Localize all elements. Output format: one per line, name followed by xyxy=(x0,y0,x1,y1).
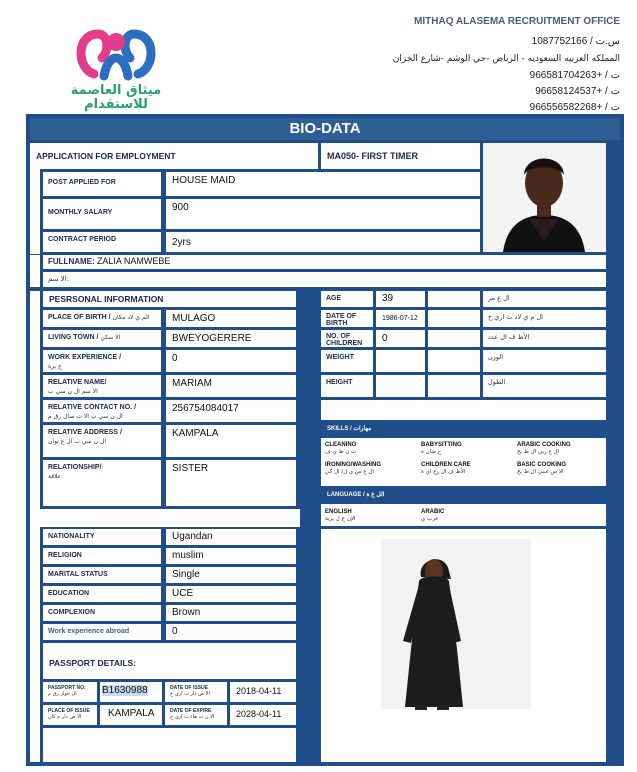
height-label: HEIGHT xyxy=(321,375,373,397)
salary-value: 900 xyxy=(166,199,480,229)
arabic-name-label: الا سم: xyxy=(48,275,70,283)
marital-status-value: Single xyxy=(166,567,296,583)
stats-spacer xyxy=(321,400,606,420)
children-ar-label: الأط ف ال عدد xyxy=(483,330,606,347)
relative-address-value: KAMPALA xyxy=(166,425,296,457)
logo-text-line1: ميثاق العاصمة xyxy=(70,83,162,98)
relative-contact-label: RELATIVE CONTACT NO. / ال ن سي ب الا ت صال رق م xyxy=(43,400,161,422)
expire-date-label: DATE OF EXPIRE الا ن ت هاء ت اري خ xyxy=(165,705,227,725)
language-grid xyxy=(321,504,606,526)
place-of-issue-label: PLACE OF ISSUE الا ص دار م كان xyxy=(43,705,97,725)
fullname-row xyxy=(43,255,606,269)
phone-3: ت / +966556582268 xyxy=(529,102,620,113)
work-experience-value: 0 xyxy=(166,350,296,372)
education-label: EDUCATION xyxy=(43,586,161,602)
nationality-value: Ugandan xyxy=(166,529,296,545)
applicant-photo-portrait xyxy=(483,143,606,252)
weight-ar-label: الوزن xyxy=(483,350,606,372)
dob-ar-label: ال م ي لاد ت اري خ xyxy=(483,310,606,327)
passport-no-label: PASSPORT NO. ال جواز رق م xyxy=(43,682,97,702)
relative-name-label: RELATIVE NAME/ الا سم ال ن سي ب xyxy=(43,375,161,397)
expire-date-value: 2028-04-11 xyxy=(230,705,296,725)
address: المملكه العربيه السعوديه - الرياض -حي الوشم -شارع الخزان xyxy=(392,54,620,64)
marital-status-label: MARITAL STATUS xyxy=(43,567,161,583)
page-title: BIO-DATA xyxy=(30,118,620,140)
relative-address-label: RELATIVE ADDRESS / ال ن سي ب ال ع نوان xyxy=(43,425,161,457)
logo-text xyxy=(56,84,176,112)
education-value: UCE xyxy=(166,586,296,602)
passport-heading: PASSPORT DETAILS: xyxy=(43,643,296,679)
skill-basic-cooking: BASIC COOKING الا س اسي ال ط بخ xyxy=(517,462,567,475)
language-english: ENGLISH الإن ج ل يزية xyxy=(325,509,356,522)
skill-cleaning: CLEANING ت ن ظ ي ف xyxy=(325,442,357,455)
skill-arabic-cooking: ARABIC COOKING ال ع ربي ال ط بخ xyxy=(517,442,571,455)
salary-label: MONTHLY SALARY xyxy=(43,199,161,229)
relative-name-value: MARIAM xyxy=(166,375,296,397)
phone-1: ت / +966581704263 xyxy=(529,70,620,81)
contract-label: CONTRACT PERIOD xyxy=(43,232,161,252)
full-body-image xyxy=(321,529,606,762)
dob-blank xyxy=(428,310,480,327)
cr-number: س.ت / 1087752166 xyxy=(531,36,620,47)
age-blank xyxy=(428,291,480,307)
office-name: MITHAQ ALASEMA RECRUITMENT OFFICE xyxy=(414,16,620,27)
height-value xyxy=(376,375,425,397)
weight-value xyxy=(376,350,425,372)
passport-bottom-blank xyxy=(43,728,296,762)
fullname-margin xyxy=(30,255,40,287)
height-blank xyxy=(428,375,480,397)
living-town-value: BWEYOGERERE xyxy=(166,330,296,347)
living-town-label: LIVING TOWN / الا سكن xyxy=(43,330,161,347)
skill-ironing-washing: IRONING/WASHING ال غ س ي ل/ ال كي xyxy=(325,462,382,475)
applicant-photo-full xyxy=(321,529,606,762)
religion-value: muslim xyxy=(166,548,296,564)
abroad-experience-label: Work experience abroad xyxy=(43,624,161,640)
abroad-experience-value: 0 xyxy=(166,624,296,640)
complexion-label: COMPLEXION xyxy=(43,605,161,621)
complexion-value: Brown xyxy=(166,605,296,621)
relationship-value: SISTER xyxy=(166,460,296,506)
relative-contact-value: 256754084017 xyxy=(166,400,296,422)
language-heading: LANGUAGE / الل غ ة xyxy=(321,488,606,502)
relationship-label: RELATIONSHIP/ علاقة xyxy=(43,460,161,506)
arabic-name-row xyxy=(43,272,606,287)
skills-heading: SKILLS / مهارات xyxy=(321,422,606,436)
issue-date-label: DATE OF ISSUE الا ص دار ت اري خ xyxy=(165,682,227,702)
place-of-issue-value: KAMPALA xyxy=(100,705,162,725)
language-arabic: ARABIC عرب ي xyxy=(421,509,445,522)
personal-info-heading: PESRSONAL INFORMATION xyxy=(43,291,296,307)
personal-margin xyxy=(30,291,40,511)
dob-label: DATE OF BIRTH xyxy=(321,310,373,327)
issue-date-value: 2018-04-11 xyxy=(230,682,296,702)
post-value: HOUSE MAID xyxy=(166,172,480,196)
nationality-label: NATIONALITY xyxy=(43,529,161,545)
details-spacer xyxy=(30,509,300,527)
skill-children-care: CHILDREN CARE الأط ف ال رع اي ة xyxy=(421,462,471,475)
portrait-image xyxy=(483,143,606,252)
passport-no-value: B1630988 xyxy=(100,682,162,702)
application-heading: APPLICATION FOR EMPLOYMENT xyxy=(30,143,318,169)
post-label: POST APPLIED FOR xyxy=(43,172,161,196)
age-value: 39 xyxy=(376,291,425,307)
fullname-value: ZALIA NAMWEBE xyxy=(96,256,171,266)
left-margin-cell xyxy=(30,169,40,254)
letterhead xyxy=(26,10,624,114)
fullname-label: FULLNAME: xyxy=(48,257,95,266)
reference-code: MA050- FIRST TIMER xyxy=(321,143,480,169)
contract-value: 2yrs xyxy=(166,232,480,252)
age-ar-label: ال ع مر xyxy=(483,291,606,307)
logo-text-line2: للاستقدام xyxy=(84,97,148,112)
weight-label: WEIGHT xyxy=(321,350,373,372)
weight-blank xyxy=(428,350,480,372)
work-experience-label: WORK EXPERIENCE / خ برة xyxy=(43,350,161,372)
phone-2: ت / +96658124537 xyxy=(535,86,620,97)
place-of-birth-label: PLACE OF BIRTH / الم ي لاد مكان xyxy=(43,310,161,327)
religion-label: RELIGION xyxy=(43,548,161,564)
children-value: 0 xyxy=(376,330,425,347)
age-label: AGE xyxy=(321,291,373,307)
children-label: NO. OF CHILDREN xyxy=(321,330,373,347)
place-of-birth-value: MULAGO xyxy=(166,310,296,327)
height-ar-label: الطول xyxy=(483,375,606,397)
children-blank xyxy=(428,330,480,347)
details-margin xyxy=(30,527,40,762)
skill-babysitting: BABYSITTING ح ضان ة xyxy=(421,442,462,455)
dob-value: 1986-07-12 xyxy=(376,310,425,327)
skills-grid xyxy=(321,438,606,486)
